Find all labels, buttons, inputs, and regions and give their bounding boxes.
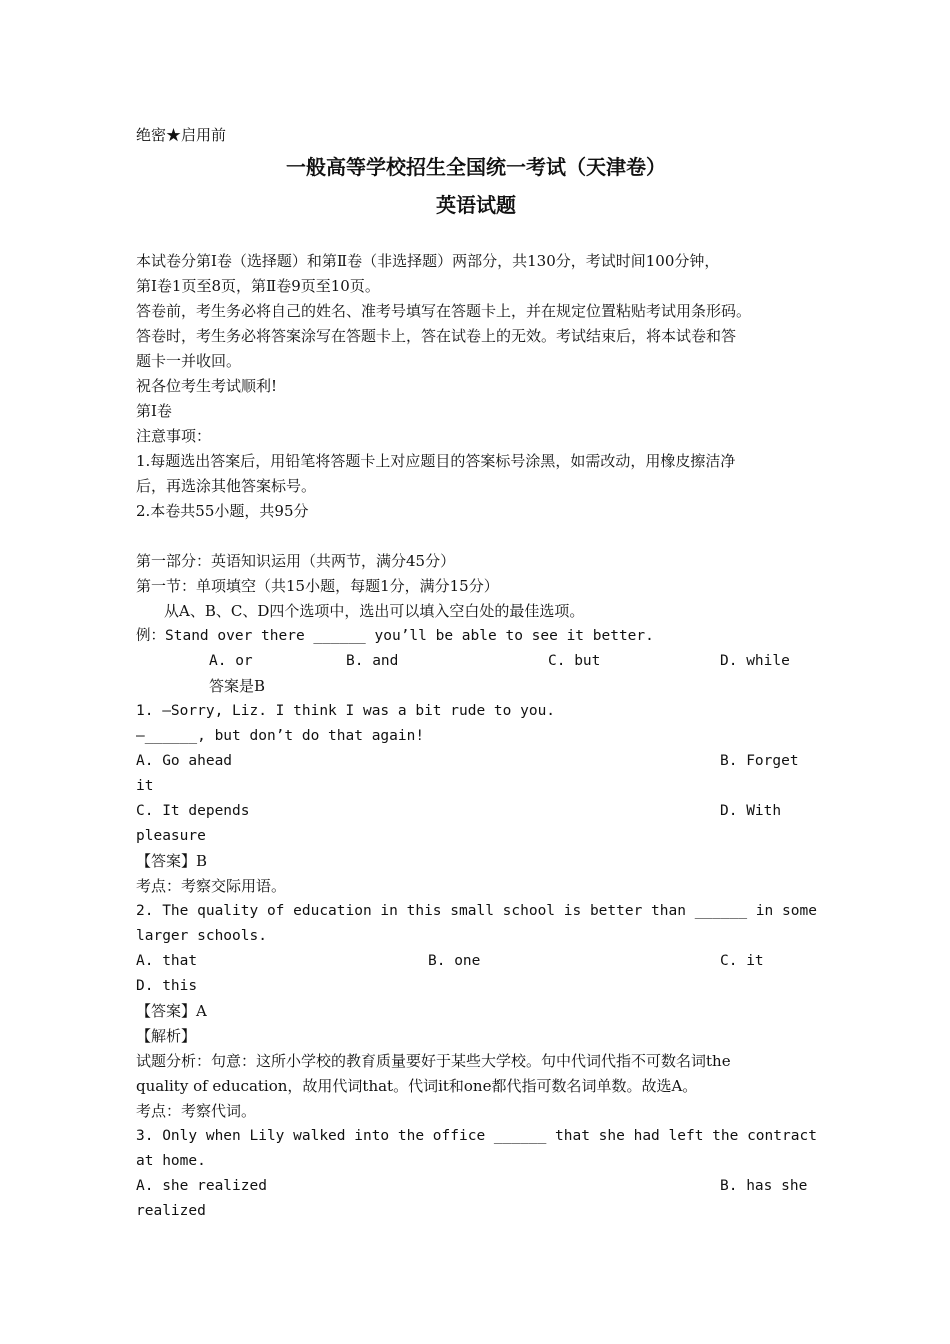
- intro-line: 答卷前，考生务必将自己的姓名、准考号填写在答题卡上，并在规定位置粘贴考试用条形码。: [136, 302, 752, 320]
- intro-line: 2.本卷共55小题，共95分: [136, 502, 309, 520]
- option-a: A. she realized: [136, 1178, 267, 1194]
- question-stem: larger schools.: [136, 928, 267, 944]
- options-row: [136, 1174, 816, 1199]
- question-stem: 3. Only when Lily walked into the office ______ that she had left the contract: [136, 1128, 817, 1144]
- option-wrap: pleasure: [136, 828, 206, 844]
- option-d: D. this: [136, 978, 198, 994]
- options-row: [136, 749, 816, 774]
- spacer: [136, 524, 816, 549]
- question-stem: 1. —Sorry, Liz. I think I was a bit rude to you.: [136, 703, 556, 719]
- analysis-text: quality of education，故用代词that。代词it和one都代指可数名词单数。故选A。: [136, 1077, 698, 1095]
- option-d: D. With: [720, 803, 782, 819]
- option-b: B. one: [428, 953, 481, 969]
- intro-line: 后，再选涂其他答案标号。: [136, 477, 317, 495]
- intro-line: 第Ⅰ卷: [136, 402, 172, 420]
- option-c: C. it: [720, 953, 764, 969]
- example-option-a: A. or: [209, 653, 253, 669]
- example-stem: 例：Stand over there ______ you’ll be able to see it better.: [136, 628, 654, 644]
- document-body: [136, 123, 816, 1224]
- spacer: [136, 224, 816, 249]
- option-wrap: realized: [136, 1203, 206, 1219]
- exam-title: 一般高等学校招生全国统一考试（天津卷）: [286, 155, 666, 179]
- intro-line: 本试卷分第Ⅰ卷（选择题）和第Ⅱ卷（非选择题）两部分，共130分，考试时间100分钟，: [136, 252, 720, 270]
- intro-line: 答卷时，考生务必将答案涂写在答题卡上，答在试卷上的无效。考试结束后，将本试卷和答: [136, 327, 737, 345]
- option-b: B. Forget: [720, 753, 799, 769]
- answer-label: 【答案】B: [136, 852, 208, 870]
- intro-line: 第Ⅰ卷1页至8页，第Ⅱ卷9页至10页。: [136, 277, 380, 295]
- intro-block: [136, 249, 816, 524]
- option-wrap: it: [136, 778, 154, 794]
- intro-line: 题卡一并收回。: [136, 352, 242, 370]
- question-2: [136, 899, 816, 1124]
- intro-line: 1.每题选出答案后，用铅笔将答题卡上对应题目的答案标号涂黑，如需改动，用橡皮擦洁净: [136, 452, 736, 470]
- question-3: [136, 1124, 816, 1224]
- intro-line: 注意事项：: [136, 427, 212, 445]
- intro-line: 祝各位考生考试顺利!: [136, 377, 278, 395]
- example-option-c: C. but: [548, 653, 601, 669]
- analysis-text: 试题分析：句意：这所小学校的教育质量要好于某些大学校。句中代词代指不可数名词the: [136, 1052, 731, 1070]
- question-1: [136, 699, 816, 899]
- question-stem: —______, but don’t do that again!: [136, 728, 425, 744]
- example-options: [136, 649, 816, 674]
- option-a: A. that: [136, 953, 198, 969]
- example-answer-row: [136, 674, 816, 699]
- example-answer: 答案是B: [209, 677, 266, 695]
- test-point: 考点：考察代词。: [136, 1102, 257, 1120]
- option-a: A. Go ahead: [136, 753, 233, 769]
- options-row: [136, 949, 816, 974]
- option-b: B. has she: [720, 1178, 808, 1194]
- exam-subtitle: 英语试题: [436, 193, 516, 217]
- section-heading: 第一节：单项填空（共15小题，每题1分，满分15分）: [136, 577, 499, 595]
- options-row: [136, 799, 816, 824]
- question-stem: 2. The quality of education in this small school is better than ______ in some: [136, 903, 817, 919]
- example-option-b: B. and: [346, 653, 399, 669]
- test-point: 考点：考察交际用语。: [136, 877, 287, 895]
- part-heading: 第一部分：英语知识运用（共两节，满分45分）: [136, 552, 456, 570]
- example-option-d: D. while: [720, 653, 790, 669]
- instruction-text: 从A、B、C、D四个选项中，选出可以填入空白处的最佳选项。: [164, 602, 585, 620]
- analysis-label: 【解析】: [136, 1027, 197, 1045]
- question-stem: at home.: [136, 1153, 206, 1169]
- answer-label: 【答案】A: [136, 1002, 207, 1020]
- confidential-label: 绝密★启用前: [136, 126, 227, 144]
- option-c: C. It depends: [136, 803, 250, 819]
